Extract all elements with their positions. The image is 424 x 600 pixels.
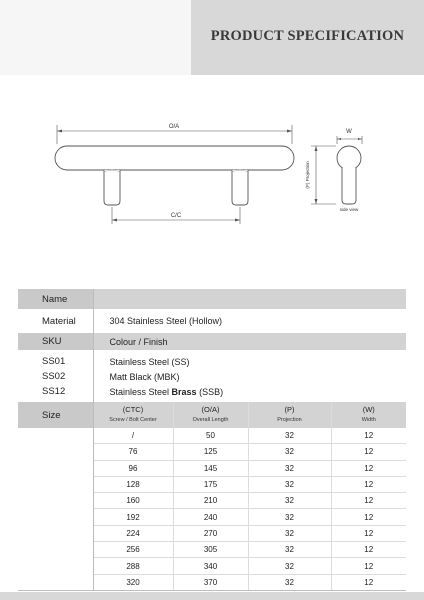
ctc-cell: 320	[93, 574, 173, 590]
oa-cell: 340	[173, 558, 248, 574]
width-arrow-left	[337, 138, 341, 140]
spec-table	[18, 289, 406, 591]
projection-arrow-top	[315, 146, 318, 151]
finish-name-part: (SSB)	[196, 386, 224, 397]
oa-cell: 210	[173, 493, 248, 509]
center-arrow-left	[112, 219, 117, 222]
finish-sku: SS02	[18, 369, 93, 384]
name-label: Name	[18, 289, 93, 309]
size-spacer-cell	[18, 509, 93, 525]
size-spacer-cell	[18, 444, 93, 460]
col-header-w: (W) Width	[331, 402, 406, 428]
ctc-cell: 224	[93, 525, 173, 541]
width-cell: 12	[331, 525, 406, 541]
side-view-leg	[342, 168, 356, 204]
finish-row	[18, 369, 406, 384]
projection-arrow-bottom	[315, 199, 318, 204]
width-cell: 12	[331, 476, 406, 492]
projection-cell: 32	[248, 460, 331, 476]
handle-leg-right	[232, 170, 248, 205]
side-view-head	[337, 146, 361, 170]
oa-cell: 125	[173, 444, 248, 460]
projection-label: (P) Projection	[305, 161, 310, 189]
table-row	[18, 542, 406, 558]
finish-name	[93, 384, 406, 402]
finish-sku: SS12	[18, 384, 93, 402]
page-title: PRODUCT SPECIFICATION	[210, 28, 405, 44]
width-cell: 12	[331, 509, 406, 525]
finish-name-part: Stainless Steel	[109, 386, 172, 397]
ctc-cell: 256	[93, 542, 173, 558]
product-drawing	[0, 110, 424, 235]
oa-cell: 240	[173, 509, 248, 525]
col-header-ctc: (CTC) Screw / Bolt Center	[93, 402, 173, 428]
width-label: W	[346, 129, 352, 135]
table-row	[18, 460, 406, 476]
width-arrow-right	[358, 138, 362, 140]
projection-cell: 32	[248, 525, 331, 541]
finish-name: Matt Black (MBK)	[93, 369, 406, 384]
finish-name-bold: Brass	[171, 386, 197, 397]
ctc-cell: 128	[93, 476, 173, 492]
projection-cell: 32	[248, 444, 331, 460]
oa-cell: 305	[173, 542, 248, 558]
width-cell: 12	[331, 542, 406, 558]
ctc-cell: 160	[93, 493, 173, 509]
ctc-cell: /	[93, 428, 173, 444]
footer-band	[0, 592, 424, 600]
overall-label: O/A	[168, 124, 180, 130]
width-cell: 12	[331, 444, 406, 460]
sku-label: SKU	[18, 333, 93, 350]
ctc-cell: 192	[93, 509, 173, 525]
table-row	[18, 509, 406, 525]
row-material	[18, 309, 406, 333]
name-value	[93, 289, 406, 309]
center-label: C/C	[170, 213, 182, 219]
projection-cell: 32	[248, 542, 331, 558]
projection-cell: 32	[248, 493, 331, 509]
size-spacer-cell	[18, 542, 93, 558]
table-row	[18, 558, 406, 574]
finish-name: Stainless Steel (SS)	[93, 350, 406, 369]
width-cell: 12	[331, 574, 406, 590]
table-row	[18, 444, 406, 460]
col-header-p: (P) Projection	[248, 402, 331, 428]
col-header-oa: (O/A) Overall Length	[173, 402, 248, 428]
width-cell: 12	[331, 558, 406, 574]
row-name	[18, 289, 406, 309]
center-arrow-right	[235, 219, 240, 222]
ctc-cell: 96	[93, 460, 173, 476]
material-value: 304 Stainless Steel (Hollow)	[93, 309, 406, 333]
width-dimension	[337, 136, 362, 144]
handle-bar	[55, 146, 294, 170]
row-sku	[18, 333, 406, 350]
projection-dimension	[311, 146, 336, 204]
size-spacer-cell	[18, 574, 93, 590]
projection-cell: 32	[248, 558, 331, 574]
overall-arrow-right	[287, 130, 292, 133]
size-spacer-cell	[18, 558, 93, 574]
overall-arrow-left	[57, 130, 62, 133]
projection-cell: 32	[248, 428, 331, 444]
oa-cell: 145	[173, 460, 248, 476]
size-spacer-cell	[18, 460, 93, 476]
table-row	[18, 493, 406, 509]
oa-cell: 270	[173, 525, 248, 541]
table-row	[18, 525, 406, 541]
width-cell: 12	[331, 493, 406, 509]
size-spacer-cell	[18, 476, 93, 492]
projection-cell: 32	[248, 509, 331, 525]
oa-cell: 50	[173, 428, 248, 444]
oa-cell: 370	[173, 574, 248, 590]
projection-cell: 32	[248, 476, 331, 492]
finish-row	[18, 350, 406, 369]
size-spacer-cell	[18, 525, 93, 541]
side-view-label: side view	[339, 207, 359, 212]
table-row	[18, 476, 406, 492]
table-row	[18, 428, 406, 444]
size-spacer-cell	[18, 428, 93, 444]
finish-row	[18, 384, 406, 402]
table-row	[18, 574, 406, 590]
ctc-cell: 288	[93, 558, 173, 574]
size-rows	[18, 428, 406, 590]
sku-header: Colour / Finish	[93, 333, 406, 350]
size-label: Size	[18, 402, 93, 428]
finish-sku: SS01	[18, 350, 93, 369]
handle-leg-left	[104, 170, 120, 205]
ctc-cell: 76	[93, 444, 173, 460]
material-label: Material	[18, 309, 93, 333]
projection-cell: 32	[248, 574, 331, 590]
size-spacer-cell	[18, 493, 93, 509]
width-cell: 12	[331, 428, 406, 444]
row-size-header	[18, 402, 406, 428]
oa-cell: 175	[173, 476, 248, 492]
width-cell: 12	[331, 460, 406, 476]
